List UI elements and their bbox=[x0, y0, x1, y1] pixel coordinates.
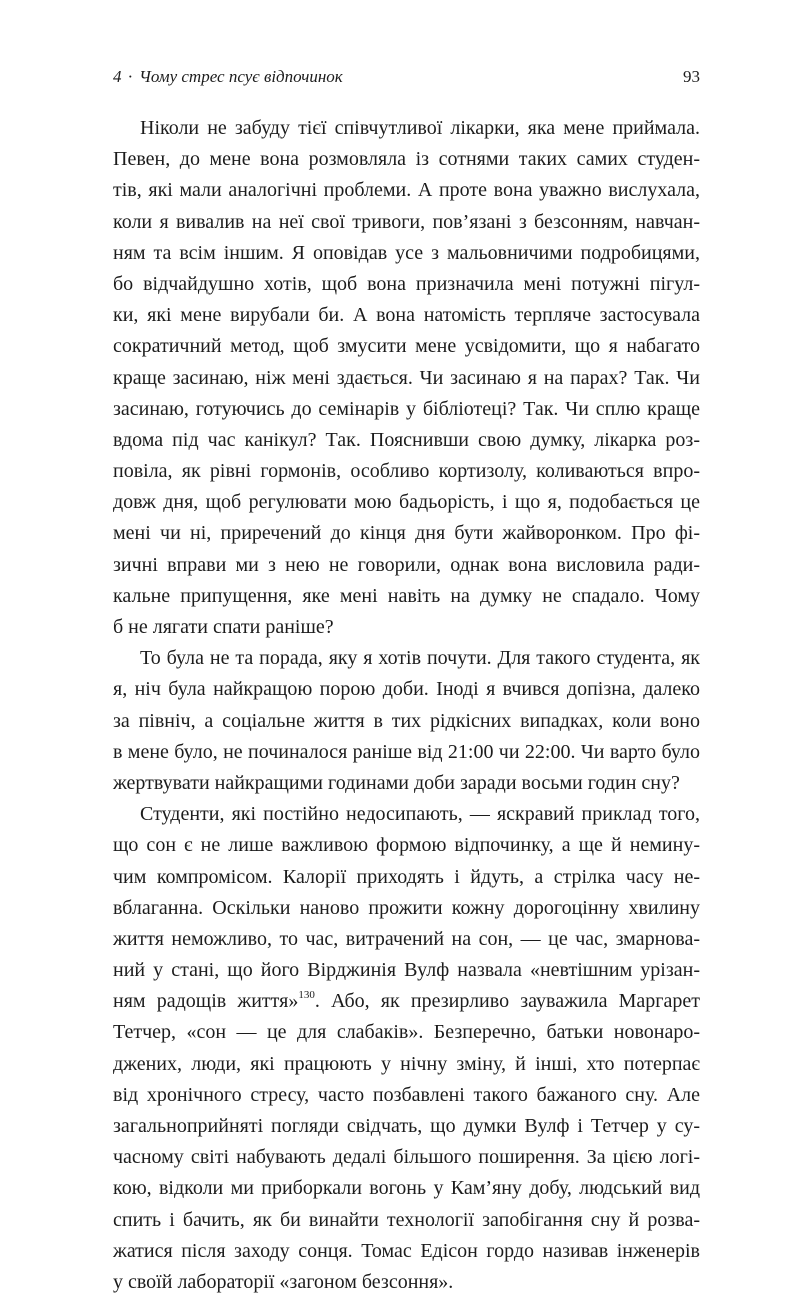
footnote-reference: 130 bbox=[298, 988, 315, 1001]
text-line: зичні вправи ми з нею не говорили, однак вона висловила ради- bbox=[113, 553, 700, 576]
text-line: часному світі набувають дедалі більшого поширення. За цією логі- bbox=[113, 1146, 700, 1169]
text-line: я, ніч була найкращою порою доби. Іноді я вчився допізна, далеко bbox=[113, 678, 700, 701]
running-title: Чому стрес псує відпочинок bbox=[139, 67, 343, 86]
page-number: 93 bbox=[683, 67, 700, 86]
text-line: ням та всім іншим. Я оповідав усе з мальовничими подробицями, bbox=[113, 241, 700, 264]
text-line: джених, люди, які працюють у нічну зміну, й інші, хто потерпає bbox=[113, 1052, 700, 1075]
paragraph-3 bbox=[113, 799, 700, 1298]
text-line-with-footnote bbox=[113, 986, 700, 1017]
text-line: у своїй лабораторії «загоном безсоння». bbox=[113, 1270, 454, 1293]
text-line: вдома під час канікул? Так. Пояснивши свою думку, лікарка роз- bbox=[113, 428, 700, 451]
text-line: Студенти, які постійно недосипають, — яскравий приклад того, bbox=[140, 803, 700, 826]
text-line: ний у стані, що його Вірджинія Вулф назвала «невтішним урізан- bbox=[113, 959, 700, 982]
text-line: від хронічного стресу, часто позбавлені такого бажаного сну. Але bbox=[113, 1083, 700, 1106]
paragraph-2 bbox=[113, 643, 700, 799]
text-line: що сон є не лише важливою формою відпочинку, а ще й немину- bbox=[113, 834, 700, 857]
text-line: кою, відколи ми приборкали вогонь у Кам’яну добу, людський вид bbox=[113, 1177, 700, 1200]
text-fragment: . Або, як презирливо зауважила Маргарет bbox=[314, 990, 700, 1013]
text-line: за північ, а соціальне життя в тих рідкісних випадках, коли воно bbox=[113, 709, 700, 732]
text-fragment: ням радощів життя» bbox=[113, 990, 299, 1013]
text-line: загальноприйняті погляди свідчать, що думки Вулф і Тетчер у су- bbox=[113, 1115, 700, 1137]
paragraph-1 bbox=[113, 113, 700, 643]
text-line: вблаганна. Оскільки наново прожити кожну дорогоцінну хвилину bbox=[113, 896, 700, 919]
text-line: ки, які мене вирубали би. А вона натомість терпляче застосувала bbox=[113, 304, 700, 327]
text-line: б не лягати спати раніше? bbox=[113, 616, 334, 638]
text-line: Певен, до мене вона розмовляла із сотнями таких самих студен- bbox=[113, 148, 700, 171]
text-line: тів, які мали аналогічні проблеми. А проте вона уважно вислухала, bbox=[113, 179, 700, 202]
text-line: Тетчер, «сон — це для слабаків». Безперечно, батьки новонаро- bbox=[113, 1021, 700, 1044]
text-line: мені чи ні, приречений до кінця дня бути жайворонком. Про фі- bbox=[113, 522, 700, 545]
text-line: Ніколи не забуду тієї співчутливої лікарки, яка мене приймала. bbox=[140, 117, 700, 139]
text-line: кальне припущення, яке мені навіть на думку не спадало. Чому bbox=[113, 584, 700, 607]
text-line: життя неможливо, то час, витрачений на сон, — це час, змарнова- bbox=[113, 927, 700, 950]
text-line: жертвувати найкращими годинами доби заради восьми годин сну? bbox=[113, 771, 680, 794]
text-line: То була не та порада, яку я хотів почути. Для такого студента, як bbox=[140, 647, 700, 670]
text-line: спить і бачить, як би винайти технології запобігання сну й розва- bbox=[113, 1208, 700, 1231]
text-line: засинаю, готуючись до семінарів у бібліотеці? Так. Чи сплю краще bbox=[113, 397, 700, 420]
body-text bbox=[113, 113, 700, 1298]
text-line: коли я вивалив на неї свої тривоги, пов’язані з безсонням, навчан- bbox=[113, 210, 700, 233]
running-header bbox=[113, 64, 700, 90]
header-separator: · bbox=[127, 67, 134, 86]
text-line: чим компромісом. Калорії приходять і йдуть, а стрілка часу не- bbox=[113, 865, 700, 888]
chapter-number: 4 bbox=[113, 67, 122, 86]
text-line: жатися після заходу сонця. Томас Едісон гордо називав інженерів bbox=[113, 1239, 700, 1262]
text-line: сократичний метод, щоб змусити мене усвідомити, що я набагато bbox=[113, 335, 700, 358]
text-line: краще засинаю, ніж мені здається. Чи засинаю я на парах? Так. Чи bbox=[113, 366, 700, 389]
text-line: в мене було, не починалося раніше від 21:00 чи 22:00. Чи варто було bbox=[113, 740, 700, 763]
text-line: бо відчайдушно хотів, щоб вона призначила мені потужні пігул- bbox=[113, 272, 700, 295]
text-line: довж дня, щоб регулювати мою бадьорість, і що я, подобається це bbox=[113, 491, 700, 514]
text-line: повіла, як рівні гормонів, особливо кортизолу, коливаються впро- bbox=[113, 460, 700, 483]
